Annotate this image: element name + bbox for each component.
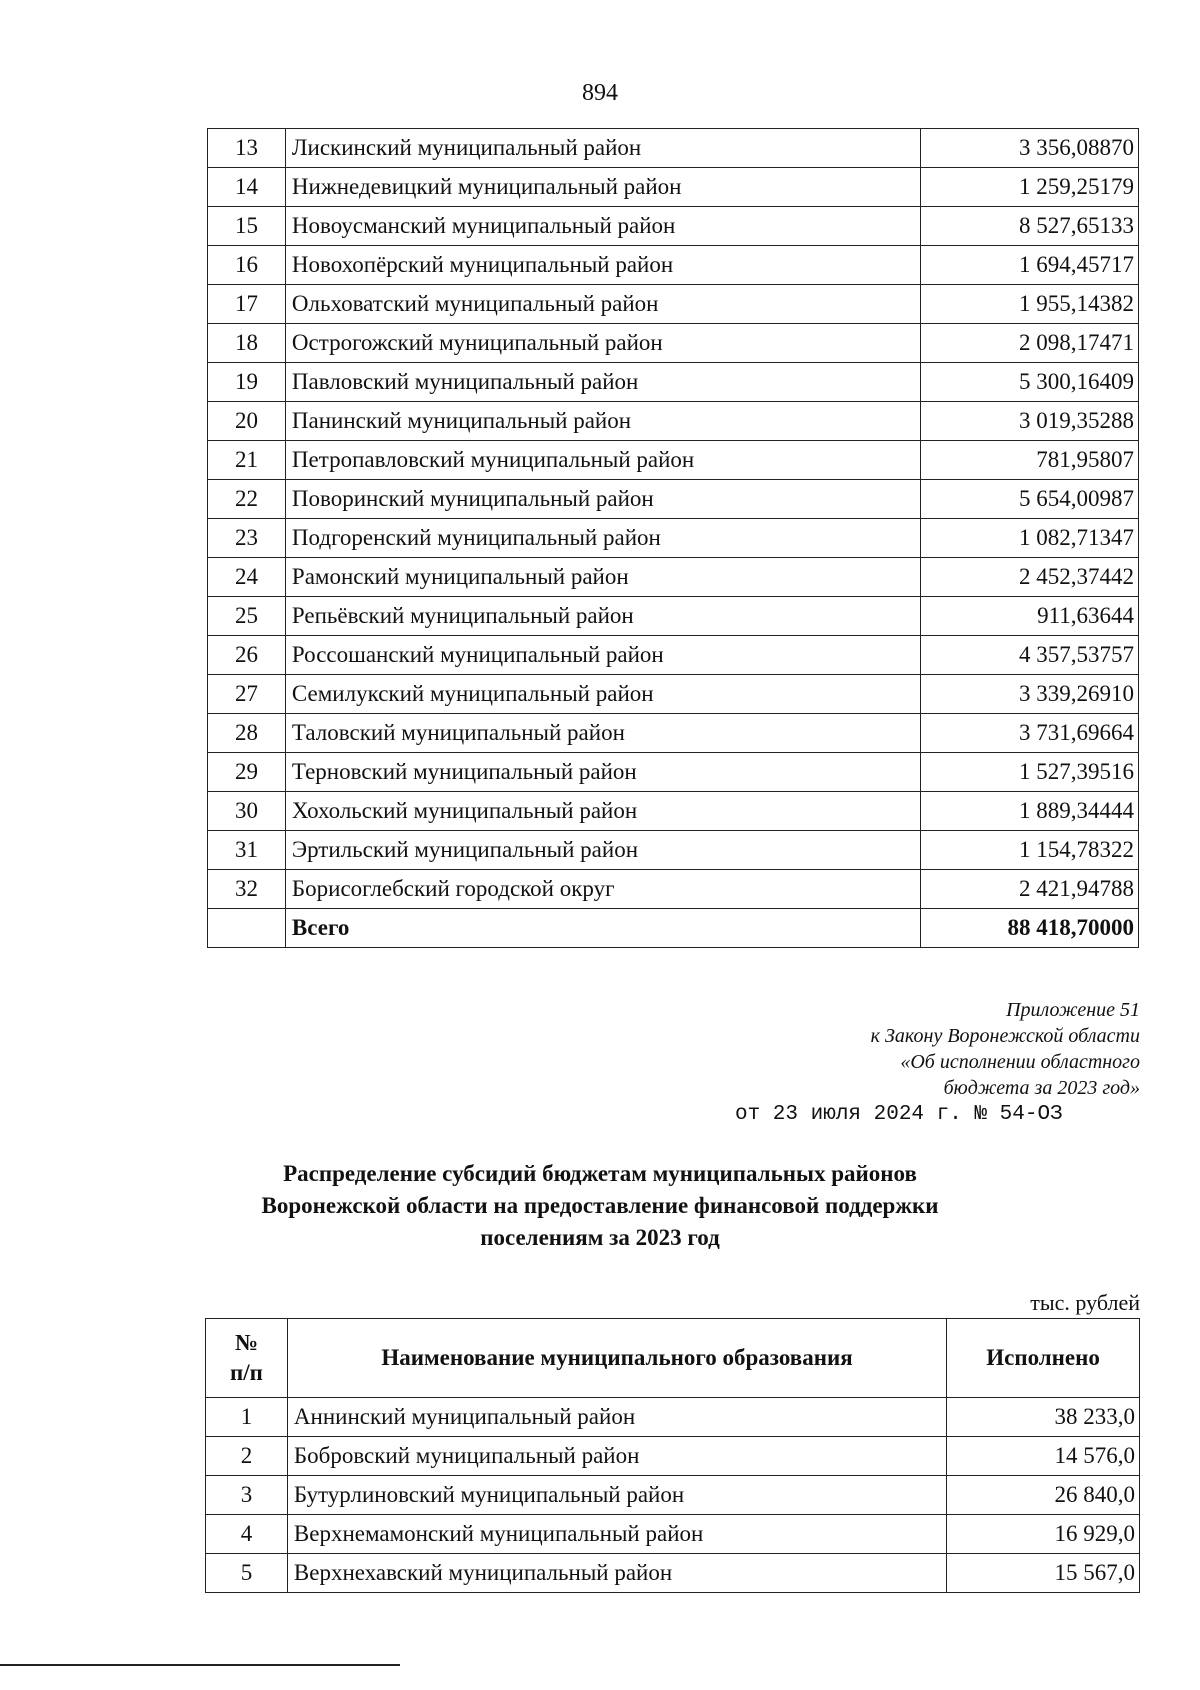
row-number: 16 bbox=[208, 246, 286, 285]
footer-rule bbox=[0, 1664, 400, 1666]
row-name: Борисоглебский городской округ bbox=[285, 870, 920, 909]
row-name: Подгоренский муниципальный район bbox=[285, 519, 920, 558]
table-row bbox=[206, 1398, 1140, 1437]
row-name: Новоусманский муниципальный район bbox=[285, 207, 920, 246]
table-row bbox=[208, 168, 1139, 207]
financial-support-table bbox=[205, 1318, 1140, 1593]
row-number: 13 bbox=[208, 129, 286, 168]
row-number: 17 bbox=[208, 285, 286, 324]
row-name: Бобровский муниципальный район bbox=[287, 1437, 946, 1476]
row-number: 26 bbox=[208, 636, 286, 675]
row-number: 4 bbox=[206, 1515, 288, 1554]
row-name: Эртильский муниципальный район bbox=[285, 831, 920, 870]
row-name: Репьёвский муниципальный район bbox=[285, 597, 920, 636]
table-header-row bbox=[206, 1319, 1140, 1398]
table-row bbox=[208, 792, 1139, 831]
row-name: Семилукский муниципальный район bbox=[285, 675, 920, 714]
row-number: 32 bbox=[208, 870, 286, 909]
table-row bbox=[208, 597, 1139, 636]
row-value: 2 452,37442 bbox=[921, 558, 1139, 597]
document-title bbox=[0, 1158, 1200, 1254]
row-name: Панинский муниципальный район bbox=[285, 402, 920, 441]
row-number: 1 bbox=[206, 1398, 288, 1437]
row-number: 24 bbox=[208, 558, 286, 597]
row-value: 1 154,78322 bbox=[921, 831, 1139, 870]
total-empty-cell bbox=[208, 909, 286, 948]
row-value: 1 694,45717 bbox=[921, 246, 1139, 285]
row-number: 25 bbox=[208, 597, 286, 636]
row-number: 22 bbox=[208, 480, 286, 519]
total-label: Всего bbox=[285, 909, 920, 948]
row-name: Поворинский муниципальный район bbox=[285, 480, 920, 519]
row-name: Павловский муниципальный район bbox=[285, 363, 920, 402]
table-row bbox=[206, 1515, 1140, 1554]
row-value: 38 233,0 bbox=[947, 1398, 1140, 1437]
row-value: 3 339,26910 bbox=[921, 675, 1139, 714]
table-row bbox=[208, 363, 1139, 402]
table-row bbox=[208, 519, 1139, 558]
row-name: Нижнедевицкий муниципальный район bbox=[285, 168, 920, 207]
row-number: 31 bbox=[208, 831, 286, 870]
appendix-reference bbox=[871, 997, 1140, 1101]
row-number: 14 bbox=[208, 168, 286, 207]
row-value: 1 259,25179 bbox=[921, 168, 1139, 207]
row-value: 3 019,35288 bbox=[921, 402, 1139, 441]
row-name: Острогожский муниципальный район bbox=[285, 324, 920, 363]
row-value: 1 889,34444 bbox=[921, 792, 1139, 831]
row-value: 15 567,0 bbox=[947, 1554, 1140, 1593]
row-value: 2 421,94788 bbox=[921, 870, 1139, 909]
table-row bbox=[206, 1437, 1140, 1476]
row-number: 18 bbox=[208, 324, 286, 363]
page-number: 894 bbox=[582, 80, 618, 106]
row-number: 20 bbox=[208, 402, 286, 441]
row-value: 1 527,39516 bbox=[921, 753, 1139, 792]
header-number bbox=[206, 1319, 288, 1398]
title-line: Воронежской области на предоставление финансовой поддержки bbox=[261, 1193, 939, 1218]
decree-date-stamp: от 23 июля 2024 г. № 54-ОЗ bbox=[735, 1103, 1063, 1126]
title-line: Распределение субсидий бюджетам муниципальных районов bbox=[283, 1161, 917, 1186]
row-name: Ольховатский муниципальный район bbox=[285, 285, 920, 324]
row-name: Россошанский муниципальный район bbox=[285, 636, 920, 675]
row-value: 3 356,08870 bbox=[921, 129, 1139, 168]
row-value: 4 357,53757 bbox=[921, 636, 1139, 675]
row-number: 29 bbox=[208, 753, 286, 792]
header-number-line1: № bbox=[234, 1330, 259, 1355]
total-value: 88 418,70000 bbox=[921, 909, 1139, 948]
table-row bbox=[208, 714, 1139, 753]
table-row bbox=[208, 480, 1139, 519]
row-number: 28 bbox=[208, 714, 286, 753]
row-name: Верхнемамонский муниципальный район bbox=[287, 1515, 946, 1554]
row-number: 27 bbox=[208, 675, 286, 714]
total-row bbox=[208, 909, 1139, 948]
table-row bbox=[206, 1476, 1140, 1515]
row-number: 2 bbox=[206, 1437, 288, 1476]
row-name: Хохольский муниципальный район bbox=[285, 792, 920, 831]
row-name: Рамонский муниципальный район bbox=[285, 558, 920, 597]
header-value: Исполнено bbox=[947, 1319, 1140, 1398]
units-label: тыс. рублей bbox=[1030, 1290, 1140, 1315]
row-number: 3 bbox=[206, 1476, 288, 1515]
row-number: 30 bbox=[208, 792, 286, 831]
table-row bbox=[208, 207, 1139, 246]
row-value: 1 955,14382 bbox=[921, 285, 1139, 324]
table-row bbox=[208, 831, 1139, 870]
title-line: поселениям за 2023 год bbox=[480, 1225, 720, 1250]
row-value: 5 300,16409 bbox=[921, 363, 1139, 402]
table-row bbox=[208, 246, 1139, 285]
row-value: 16 929,0 bbox=[947, 1515, 1140, 1554]
table-row bbox=[208, 402, 1139, 441]
row-number: 21 bbox=[208, 441, 286, 480]
row-number: 23 bbox=[208, 519, 286, 558]
table-row bbox=[208, 870, 1139, 909]
table-row bbox=[208, 675, 1139, 714]
row-name: Новохопёрский муниципальный район bbox=[285, 246, 920, 285]
row-name: Бутурлиновский муниципальный район bbox=[287, 1476, 946, 1515]
table-row bbox=[208, 324, 1139, 363]
row-value: 14 576,0 bbox=[947, 1437, 1140, 1476]
table-row bbox=[208, 558, 1139, 597]
row-name: Верхнехавский муниципальный район bbox=[287, 1554, 946, 1593]
appendix-line: бюджета за 2023 год» bbox=[943, 1077, 1140, 1099]
header-name: Наименование муниципального образования bbox=[287, 1319, 946, 1398]
row-number: 5 bbox=[206, 1554, 288, 1593]
row-value: 1 082,71347 bbox=[921, 519, 1139, 558]
header-number-line2: п/п bbox=[230, 1360, 263, 1385]
row-value: 3 731,69664 bbox=[921, 714, 1139, 753]
row-name: Терновский муниципальный район bbox=[285, 753, 920, 792]
appendix-line: к Закону Воронежской области bbox=[870, 1025, 1140, 1047]
appendix-line: «Об исполнении областного bbox=[900, 1051, 1140, 1073]
table-row bbox=[206, 1554, 1140, 1593]
row-value: 911,63644 bbox=[921, 597, 1139, 636]
subsidy-table-continued bbox=[207, 128, 1139, 948]
row-value: 26 840,0 bbox=[947, 1476, 1140, 1515]
row-name: Петропавловский муниципальный район bbox=[285, 441, 920, 480]
appendix-line: Приложение 51 bbox=[1006, 999, 1140, 1021]
row-number: 19 bbox=[208, 363, 286, 402]
row-name: Таловский муниципальный район bbox=[285, 714, 920, 753]
table-row bbox=[208, 441, 1139, 480]
row-name: Лискинский муниципальный район bbox=[285, 129, 920, 168]
row-number: 15 bbox=[208, 207, 286, 246]
row-value: 5 654,00987 bbox=[921, 480, 1139, 519]
table-row bbox=[208, 129, 1139, 168]
row-value: 781,95807 bbox=[921, 441, 1139, 480]
row-name: Аннинский муниципальный район bbox=[287, 1398, 946, 1437]
row-value: 2 098,17471 bbox=[921, 324, 1139, 363]
table-row bbox=[208, 753, 1139, 792]
table-row bbox=[208, 636, 1139, 675]
table-row bbox=[208, 285, 1139, 324]
row-value: 8 527,65133 bbox=[921, 207, 1139, 246]
